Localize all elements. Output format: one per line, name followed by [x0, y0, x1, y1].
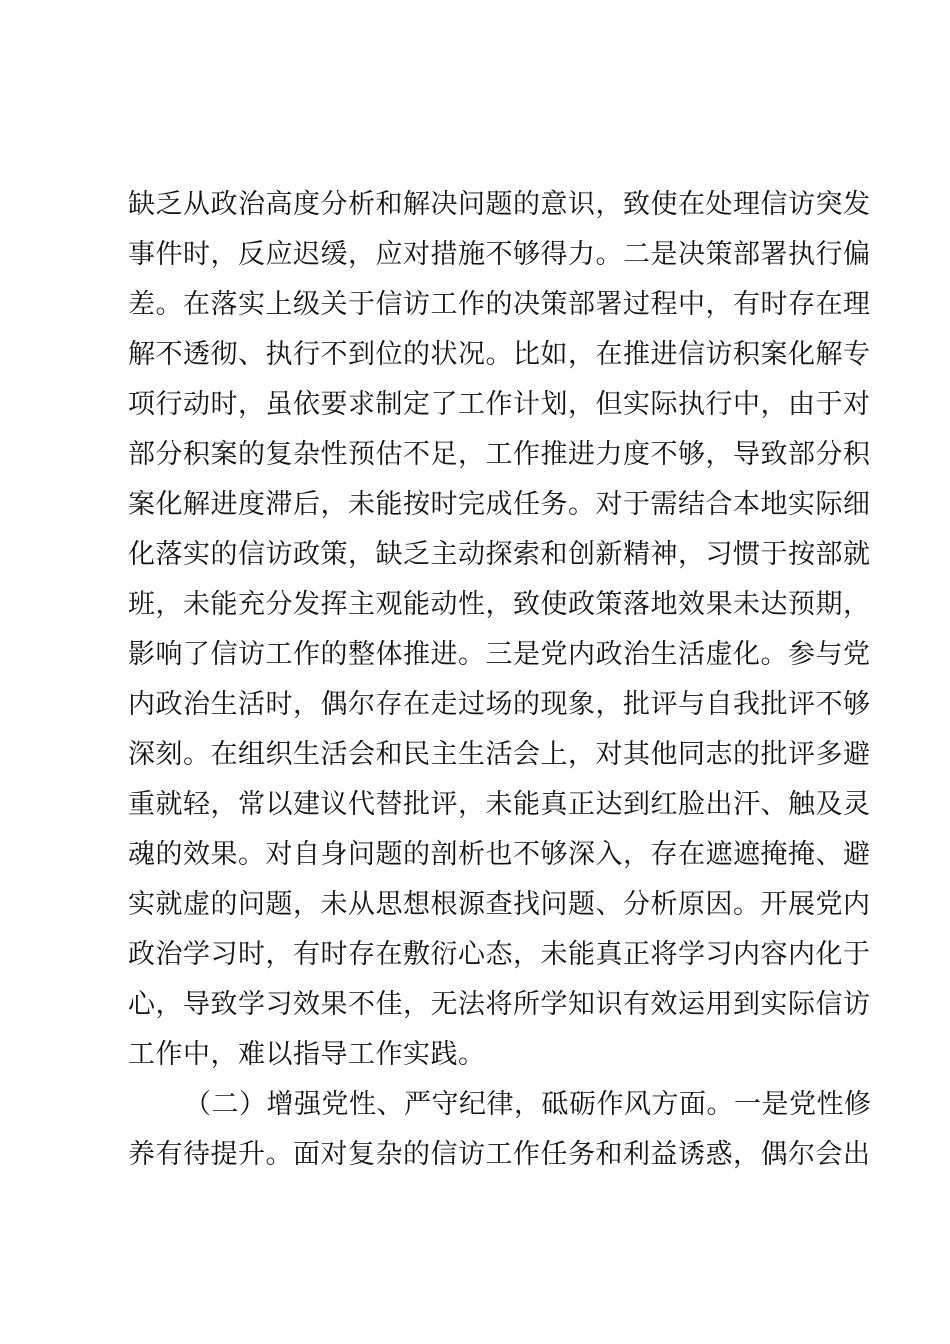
text-line: 差。在落实上级关于信访工作的决策部署过程中，有时存在理 — [128, 289, 871, 320]
text-line: 养有待提升。面对复杂的信访工作任务和利益诱惑，偶尔会出 — [128, 1139, 871, 1170]
text-line: 部分积案的复杂性预估不足，工作推进力度不够，导致部分积 — [128, 439, 871, 470]
text-line: 班，未能充分发挥主观能动性，致使政策落地效果未达预期， — [128, 589, 871, 620]
text-line: 项行动时，虽依要求制定了工作计划，但实际执行中，由于对 — [128, 389, 871, 420]
text-line: 政治学习时，有时存在敷衍心态，未能真正将学习内容内化于 — [128, 939, 871, 970]
text-line: 心，导致学习效果不佳，无法将所学知识有效运用到实际信访 — [128, 989, 871, 1020]
text-line: 化落实的信访政策，缺乏主动探索和创新精神，习惯于按部就 — [128, 539, 871, 570]
text-line: 深刻。在组织生活会和民主生活会上，对其他同志的批评多避 — [128, 739, 871, 770]
section-heading-line: （二）增强党性、严守纪律，砥砺作风方面。一是党性修 — [184, 1089, 872, 1120]
text-line: 事件时，反应迟缓，应对措施不够得力。二是决策部署执行偏 — [128, 239, 871, 270]
text-line: 解不透彻、执行不到位的状况。比如，在推进信访积案化解专 — [128, 339, 871, 370]
text-line: 影响了信访工作的整体推进。三是党内政治生活虚化。参与党 — [128, 639, 871, 670]
text-line: 工作中，难以指导工作实践。 — [128, 1039, 486, 1070]
text-line: 重就轻，常以建议代替批评，未能真正达到红脸出汗、触及灵 — [128, 789, 871, 820]
text-line: 魂的效果。对自身问题的剖析也不够深入，存在遮遮掩掩、避 — [128, 839, 871, 870]
text-line: 内政治生活时，偶尔存在走过场的现象，批评与自我批评不够 — [128, 689, 871, 720]
text-line: 案化解进度滞后，未能按时完成任务。对于需结合本地实际细 — [128, 489, 871, 520]
text-line: 实就虚的问题，未从思想根源查找问题、分析原因。开展党内 — [128, 889, 871, 920]
text-line: 缺乏从政治高度分析和解决问题的意识，致使在处理信访突发 — [128, 189, 871, 220]
